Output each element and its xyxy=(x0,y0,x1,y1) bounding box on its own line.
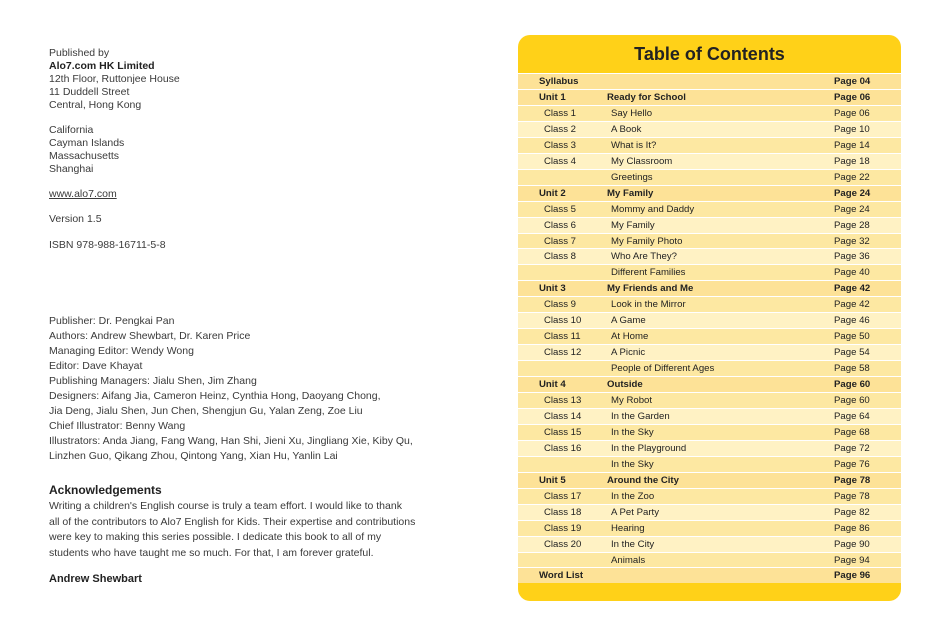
toc-page-number: Page 76 xyxy=(834,458,870,470)
toc-section-label: Word List xyxy=(539,570,584,582)
toc-entry-title: In the Sky xyxy=(611,426,654,438)
toc-class-row[interactable] xyxy=(518,456,901,472)
toc-entry-title: My Family xyxy=(607,187,654,199)
published-by-label: Published by xyxy=(49,47,110,59)
toc-class-row[interactable] xyxy=(518,296,901,312)
toc-entry-title: My Family xyxy=(611,219,655,231)
toc-entry-title: Outside xyxy=(607,379,643,391)
toc-entry-title: A Picnic xyxy=(611,347,646,359)
toc-unit-row[interactable] xyxy=(518,376,901,392)
toc-section-label: Unit 5 xyxy=(539,474,566,486)
credit-line: Publisher: Dr. Pengkai Pan xyxy=(49,315,175,327)
toc-section-label: Class 2 xyxy=(544,123,576,135)
toc-class-row[interactable] xyxy=(518,392,901,408)
toc-class-row[interactable] xyxy=(518,217,901,233)
toc-entry-title: My Robot xyxy=(611,395,653,406)
toc-page-number: Page 46 xyxy=(834,315,870,327)
toc-page-number: Page 60 xyxy=(834,379,871,391)
toc-section-label: Class 17 xyxy=(544,490,582,502)
toc-entry-title: In the City xyxy=(611,538,655,550)
toc-page-number: Page 50 xyxy=(834,331,870,343)
toc-unit-row[interactable] xyxy=(518,567,901,583)
toc-class-row[interactable] xyxy=(518,536,901,552)
toc-section-label: Class 13 xyxy=(544,395,582,406)
toc-class-row[interactable] xyxy=(518,264,901,280)
toc-entry-title: Mommy and Daddy xyxy=(611,203,695,215)
toc-entry-title: People of Different Ages xyxy=(611,363,715,375)
location-line: California xyxy=(49,124,94,136)
toc-section-label: Class 6 xyxy=(544,219,576,231)
toc-section-label: Class 16 xyxy=(544,442,582,454)
toc-entry-title: Around the City xyxy=(607,474,679,486)
address-line: 11 Duddell Street xyxy=(49,86,130,98)
toc-section-label: Class 18 xyxy=(544,506,582,518)
toc-entry-title: Greetings xyxy=(611,171,653,183)
toc-class-row[interactable] xyxy=(518,169,901,185)
toc-page-number: Page 14 xyxy=(834,139,870,151)
toc-page-number: Page 54 xyxy=(834,347,870,359)
toc-class-row[interactable] xyxy=(518,105,901,121)
toc-page-number: Page 24 xyxy=(834,203,870,215)
toc-entry-title: A Game xyxy=(611,315,646,327)
toc-page-number: Page 22 xyxy=(834,171,870,183)
toc-class-row[interactable] xyxy=(518,504,901,520)
toc-unit-row[interactable] xyxy=(518,89,901,105)
toc-page-number: Page 86 xyxy=(834,522,870,534)
toc-class-row[interactable] xyxy=(518,312,901,328)
website-link[interactable]: www.alo7.com xyxy=(49,188,117,200)
toc-section-label: Syllabus xyxy=(539,76,579,87)
toc-unit-row[interactable] xyxy=(518,280,901,296)
toc-class-row[interactable] xyxy=(518,153,901,169)
toc-class-row[interactable] xyxy=(518,440,901,456)
isbn-text: ISBN 978-988-16711-5-8 xyxy=(49,239,166,251)
signature: Andrew Shewbart xyxy=(49,573,142,585)
toc-class-row[interactable] xyxy=(518,137,901,153)
toc-entry-title: Ready for School xyxy=(607,91,686,103)
toc-page-number: Page 68 xyxy=(834,426,870,438)
toc-entry-title: A Book xyxy=(611,123,642,135)
toc-unit-row[interactable] xyxy=(518,185,901,201)
toc-class-row[interactable] xyxy=(518,488,901,504)
toc-page-number: Page 42 xyxy=(834,283,871,295)
toc-entry-title: Who Are They? xyxy=(611,251,677,263)
toc-class-row[interactable] xyxy=(518,552,901,568)
toc-rows xyxy=(518,73,901,583)
toc-page-number: Page 24 xyxy=(834,187,871,199)
location-line: Shanghai xyxy=(49,163,94,175)
toc-title: Table of Contents xyxy=(634,44,785,64)
toc-entry-title: In the Garden xyxy=(611,410,670,422)
toc-page-number: Page 78 xyxy=(834,490,870,502)
toc-section-label: Class 1 xyxy=(544,107,576,119)
toc-section-label: Unit 3 xyxy=(539,283,566,295)
toc-section-label: Unit 1 xyxy=(539,91,566,103)
toc-unit-row[interactable] xyxy=(518,73,901,89)
toc-page-number: Page 32 xyxy=(834,235,870,247)
toc-section-label: Class 10 xyxy=(544,315,582,327)
toc-class-row[interactable] xyxy=(518,344,901,360)
toc-class-row[interactable] xyxy=(518,520,901,536)
toc-page-number: Page 78 xyxy=(834,474,871,486)
toc-section-label: Class 20 xyxy=(544,538,582,550)
toc-page-number: Page 10 xyxy=(834,123,870,135)
credit-line: Chief Illustrator: Benny Wang xyxy=(49,420,186,432)
toc-page-number: Page 06 xyxy=(834,107,870,119)
toc-page-number: Page 36 xyxy=(834,251,870,263)
toc-entry-title: My Friends and Me xyxy=(607,283,694,295)
toc-page-number: Page 96 xyxy=(834,570,871,582)
toc-unit-row[interactable] xyxy=(518,472,901,488)
acknowledgements-title: Acknowledgements xyxy=(49,483,162,497)
toc-class-row[interactable] xyxy=(518,408,901,424)
acknowledgements-line: all of the contributors to Alo7 English for Kids. Their expertise and contributions xyxy=(49,515,416,528)
toc-section-label: Class 14 xyxy=(544,410,582,422)
toc-section-label: Class 19 xyxy=(544,522,582,534)
acknowledgements-line: students who have taught me so much. For that, I am forever grateful. xyxy=(49,546,374,559)
toc-page-number: Page 64 xyxy=(834,410,870,422)
toc-section-label: Class 11 xyxy=(544,331,581,343)
acknowledgements-line: Writing a children's English course is truly a team effort. I would like to thank xyxy=(49,500,402,512)
toc-entry-title: A Pet Party xyxy=(611,506,659,518)
toc-page-number: Page 42 xyxy=(834,299,870,311)
toc-section-label: Class 15 xyxy=(544,426,582,438)
toc-section-label: Class 8 xyxy=(544,251,576,263)
toc-entry-title: Look in the Mirror xyxy=(611,299,686,311)
toc-page-number: Page 06 xyxy=(834,91,871,103)
toc-class-row[interactable] xyxy=(518,424,901,440)
credit-line: Editor: Dave Khayat xyxy=(49,360,143,372)
toc-class-row[interactable] xyxy=(518,248,901,264)
table-of-contents xyxy=(518,35,901,601)
credit-line: Linzhen Guo, Qikang Zhou, Qintong Yang, Xian Hu, Yanlin Lai xyxy=(49,450,338,462)
toc-entry-title: In the Sky xyxy=(611,458,654,470)
credit-line: Publishing Managers: Jialu Shen, Jim Zhang xyxy=(49,375,257,387)
credit-line: Jia Deng, Jialu Shen, Jun Chen, Shengjun Gu, Yalan Zeng, Zoe Liu xyxy=(49,405,363,417)
toc-section-label: Class 7 xyxy=(544,235,576,247)
acknowledgements-line: were key to making this series possible. I dedicate this book to all of my xyxy=(49,531,382,544)
toc-entry-title: Hearing xyxy=(611,522,645,534)
location-line: Cayman Islands xyxy=(49,137,125,149)
toc-page-number: Page 40 xyxy=(834,267,870,279)
toc-class-row[interactable] xyxy=(518,233,901,249)
toc-page-number: Page 90 xyxy=(834,538,870,550)
toc-section-label: Class 9 xyxy=(544,299,576,311)
location-line: Massachusetts xyxy=(49,150,120,162)
toc-page-number: Page 58 xyxy=(834,363,870,375)
toc-entry-title: In the Zoo xyxy=(611,490,655,502)
credit-line: Illustrators: Anda Jiang, Fang Wang, Han Shi, Jieni Xu, Jingliang Xie, Kiby Qu, xyxy=(49,435,413,447)
toc-section-label: Unit 2 xyxy=(539,187,566,199)
toc-entry-title: Say Hello xyxy=(611,107,653,119)
publisher-name: Alo7.com HK Limited xyxy=(49,60,155,72)
toc-section-label: Class 5 xyxy=(544,203,576,215)
credit-line: Managing Editor: Wendy Wong xyxy=(49,345,194,357)
version-text: Version 1.5 xyxy=(49,213,102,225)
toc-class-row[interactable] xyxy=(518,121,901,137)
acknowledgements-body xyxy=(49,499,429,561)
credit-line: Designers: Aifang Jia, Cameron Heinz, Cynthia Hong, Daoyang Chong, xyxy=(49,390,381,402)
toc-class-row[interactable] xyxy=(518,328,901,344)
toc-page-number: Page 72 xyxy=(834,442,870,454)
toc-page-number: Page 94 xyxy=(834,554,870,566)
toc-section-label: Class 3 xyxy=(544,139,576,151)
toc-page-number: Page 60 xyxy=(834,395,870,406)
toc-entry-title: Different Families xyxy=(611,267,686,279)
toc-entry-title: Animals xyxy=(611,554,646,566)
toc-section-label: Class 4 xyxy=(544,155,576,167)
address-line: Central, Hong Kong xyxy=(49,99,142,111)
toc-page-number: Page 04 xyxy=(834,76,871,87)
toc-page-number: Page 82 xyxy=(834,506,870,518)
toc-page-number: Page 28 xyxy=(834,219,870,231)
toc-entry-title: What is It? xyxy=(611,139,657,151)
toc-entry-title: In the Playground xyxy=(611,442,687,454)
toc-section-label: Unit 4 xyxy=(539,379,566,391)
credit-line: Authors: Andrew Shewbart, Dr. Karen Price xyxy=(49,330,251,342)
toc-page-number: Page 18 xyxy=(834,155,870,167)
toc-entry-title: At Home xyxy=(611,331,649,343)
toc-class-row[interactable] xyxy=(518,360,901,376)
toc-class-row[interactable] xyxy=(518,201,901,217)
toc-entry-title: My Classroom xyxy=(611,155,673,167)
address-line: 12th Floor, Ruttonjee House xyxy=(49,73,180,85)
toc-section-label: Class 12 xyxy=(544,347,582,359)
toc-entry-title: My Family Photo xyxy=(611,235,683,247)
